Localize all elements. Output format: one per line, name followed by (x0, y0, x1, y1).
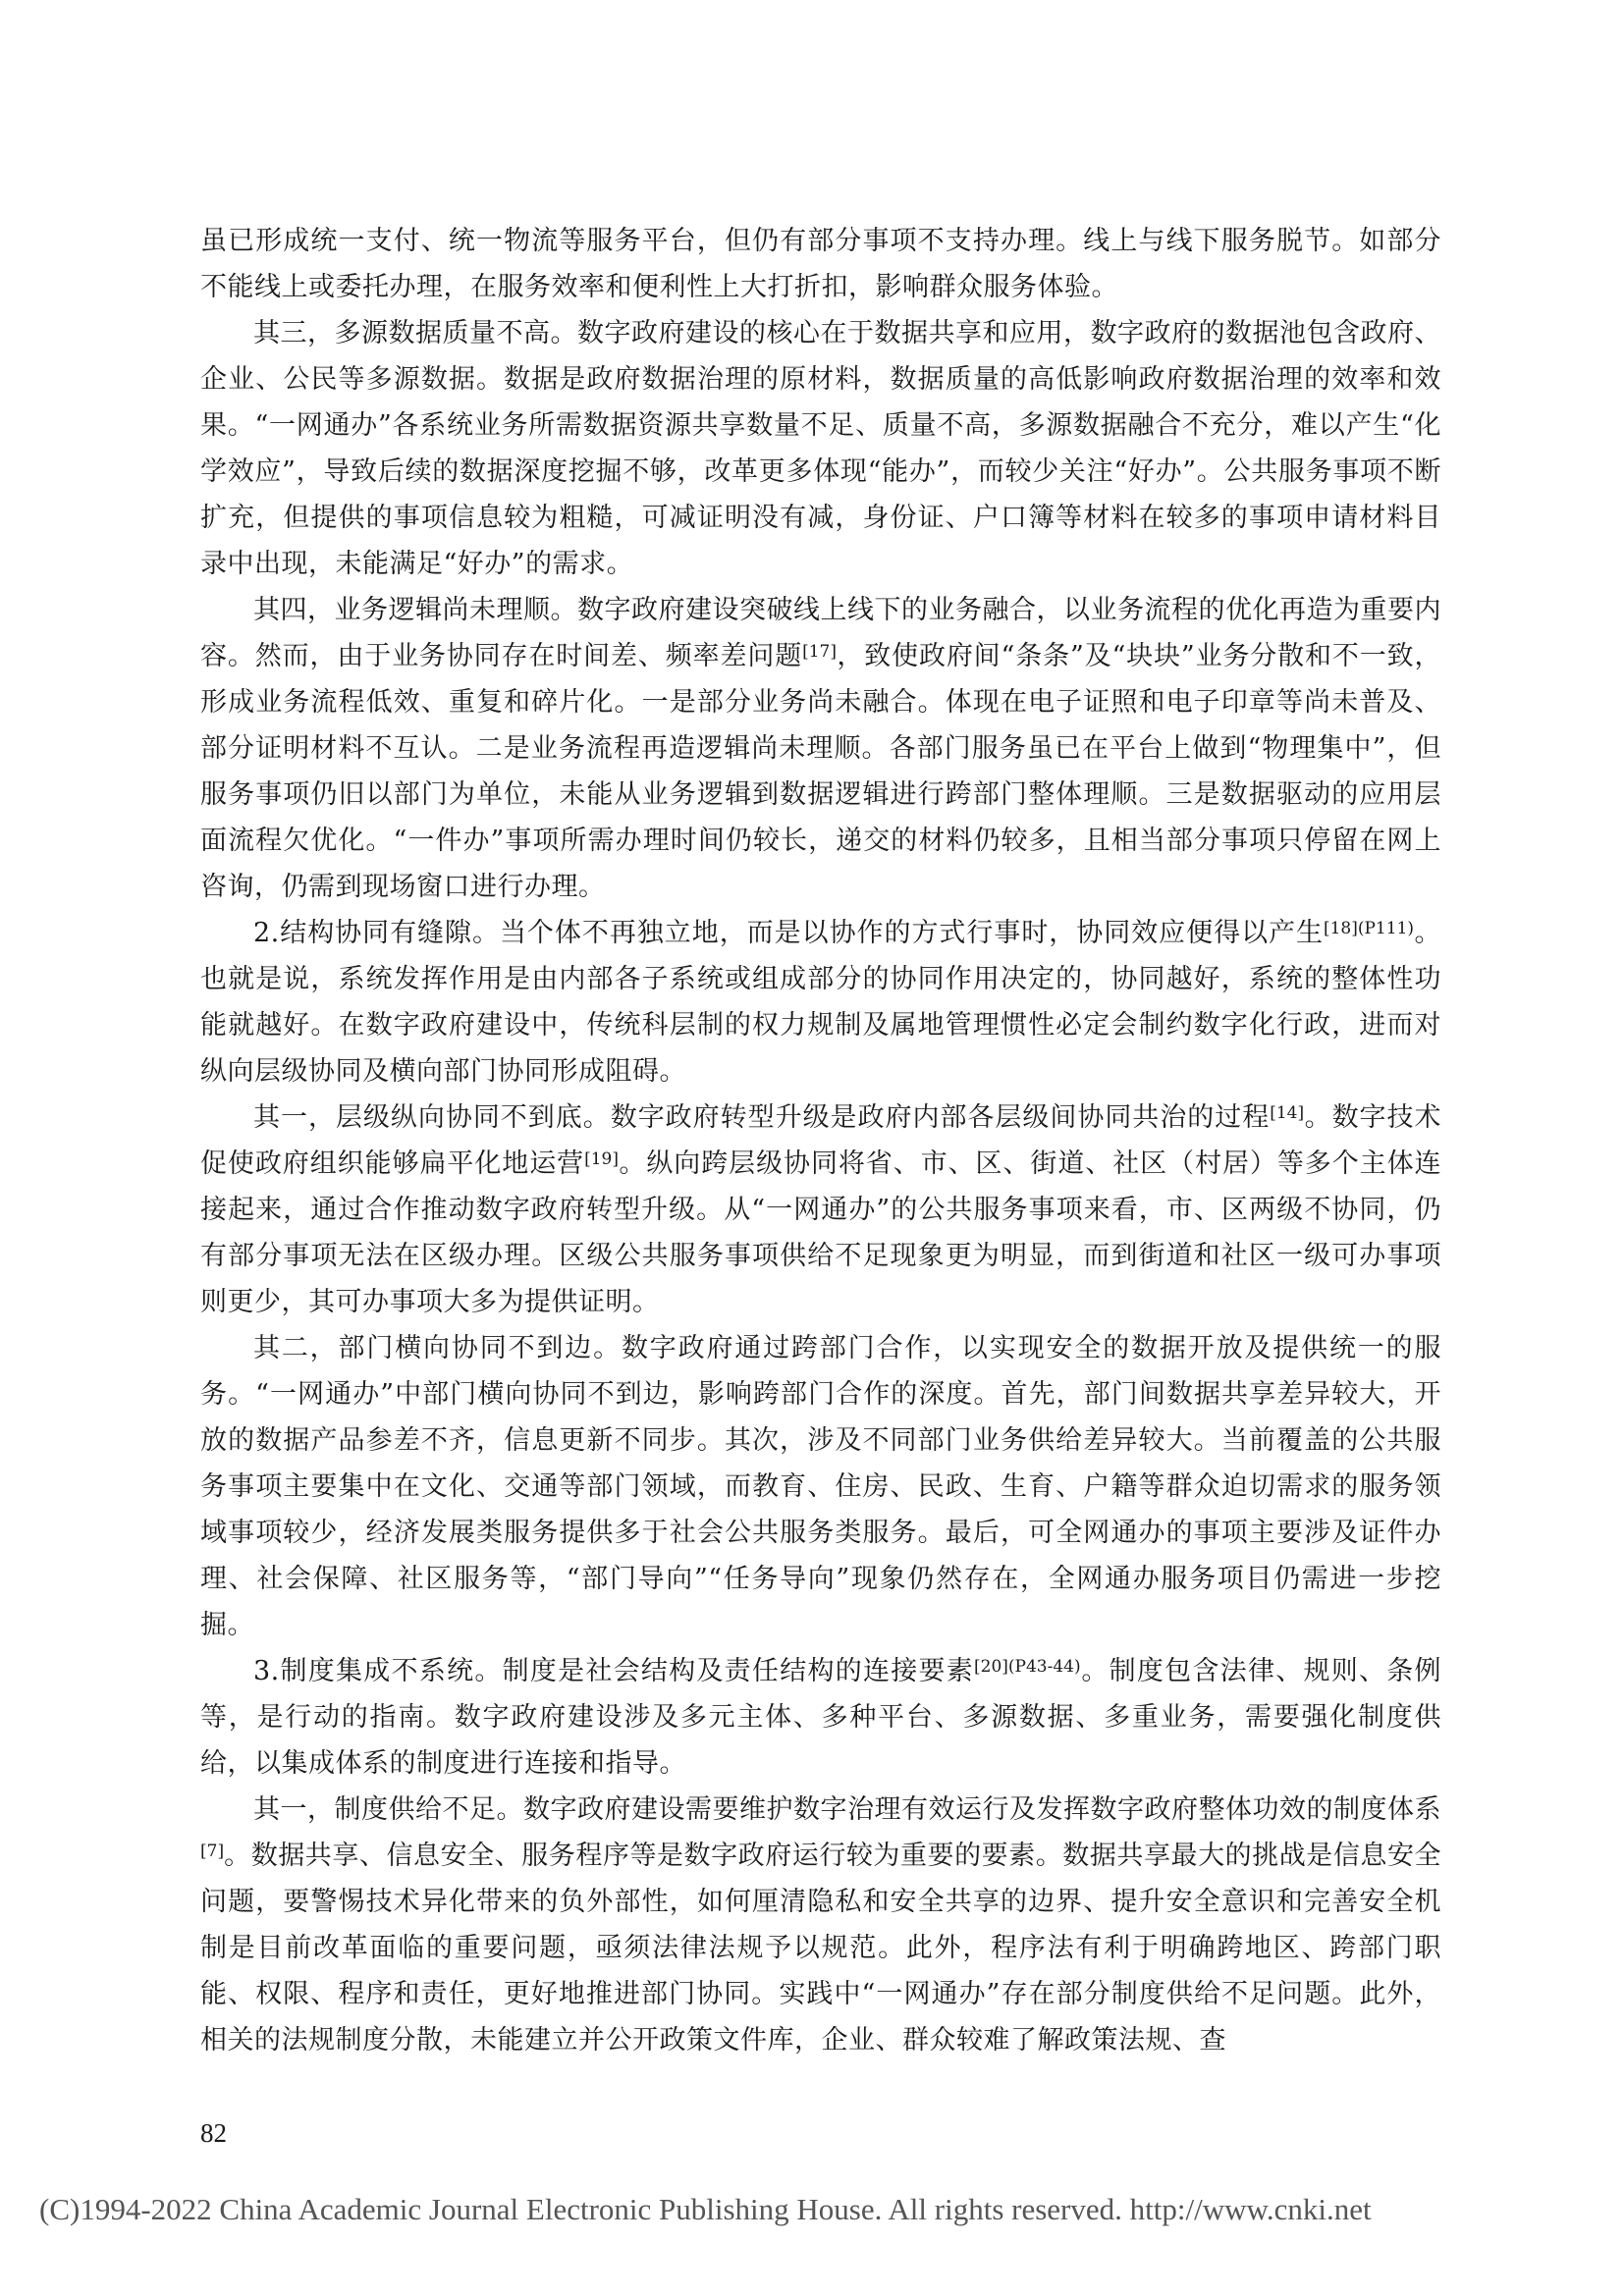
paragraph-text: 。数字技术促使政府组织能够扁平化地运营 (200, 1102, 1442, 1179)
paragraph-text: 其一，制度供给不足。数字政府建设需要维护数字治理有效运行及发挥数字政府整体功效的制度体系 (253, 1794, 1441, 1825)
citation-mark: [20](P43-44) (974, 1657, 1081, 1677)
paragraph (200, 910, 1441, 1095)
citation-mark: [7] (200, 1842, 225, 1861)
paragraph (200, 1648, 1441, 1787)
paragraph-text: 。数据共享、信息安全、服务程序等是数字政府运行较为重要的要素。数据共享最大的挑战是信息安全问题，要警惕技术异化带来的负外部性，如何厘清隐私和安全共享的边界、提升安全意识和完善安全机制是目前改革面临的重要问题，亟须法律法规予以规范。此外，程序法有利于明确跨地区、跨部门职能、权限、程序和责任，更好地推进部门协同。实践中“一网通办”存在部分制度供给不足问题。此外，相关的法规制度分散，未能建立并公开政策文件库，企业、群众较难了解政策法规、查 (200, 1841, 1441, 2056)
paragraph (200, 1787, 1441, 2063)
copyright-notice: (C)1994-2022 China Academic Journal Electronic Publishing House. All rights reserved. http://www.cnki.net (39, 2192, 1372, 2226)
citation-mark: [18](P111) (1323, 919, 1415, 938)
paragraph-text: 2.结构协同有缝隙。当个体不再独立地，而是以协作的方式行事时，协同效应便得以产生 (253, 918, 1324, 948)
paragraph-text: 其二，部门横向协同不到边。数字政府通过跨部门合作，以实现安全的数据开放及提供统一的服务。“一网通办”中部门横向协同不到边，影响跨部门合作的深度。首先，部门间数据共享差异较大，开放的数据产品参差不齐，信息更新不同步。其次，涉及不同部门业务供给差异较大。当前覆盖的公共服务事项主要集中在文化、交通等部门领域，而教育、住房、民政、生育、户籍等群众迫切需求的服务领域事项较少，经济发展类服务提供多于社会公共服务类服务。最后，可全网通办的事项主要涉及证件办理、社会保障、社区服务等，“部门导向”“任务导向”现象仍然存在，全网通办服务项目仍需进一步挖掘。 (200, 1333, 1441, 1640)
paragraph (200, 1325, 1441, 1648)
citation-mark: [14] (1270, 1103, 1305, 1123)
paragraph-text: 。制度包含法律、规则、条例等，是行动的指南。数字政府建设涉及多元主体、多种平台、多源数据、多重业务，需要强化制度供给，以集成体系的制度进行连接和指导。 (200, 1656, 1441, 1779)
paragraph-text: 虽已形成统一支付、统一物流等服务平台，但仍有部分事项不支持办理。线上与线下服务脱节。如部分不能线上或委托办理，在服务效率和便利性上大打折扣，影响群众服务体验。 (200, 226, 1441, 302)
citation-mark: [17] (802, 642, 837, 662)
paragraph-text: 。也就是说，系统发挥作用是由内部各子系统或组成部分的协同作用决定的，协同越好，系统的整体性功能就越好。在数字政府建设中，传统科层制的权力规制及属地管理惯性必定会制约数字化行政，进而对纵向层级协同及横向部门协同形成阻碍。 (200, 918, 1441, 1087)
page-number: 82 (200, 2118, 227, 2148)
paragraph-text: 其四，业务逻辑尚未理顺。数字政府建设突破线上线下的业务融合，以业务流程的优化再造为重要内容。然而，由于业务协同存在时间差、频率差问题 (200, 595, 1441, 671)
paragraph-text: 其一，层级纵向协同不到底。数字政府转型升级是政府内部各层级间协同共治的过程 (253, 1102, 1271, 1133)
article-body (200, 218, 1441, 2063)
paragraph (200, 310, 1441, 587)
paragraph (200, 1095, 1441, 1325)
paragraph-text: 。纵向跨层级协同将省、市、区、街道、社区（村居）等多个主体连接起来，通过合作推动数字政府转型升级。从“一网通办”的公共服务事项来看，市、区两级不协同，仍有部分事项无法在区级办理。区级公共服务事项供给不足现象更为明显，而到街道和社区一级可办事项则更少，其可办事项大多为提供证明。 (200, 1148, 1442, 1317)
paragraph-text: 其三，多源数据质量不高。数字政府建设的核心在于数据共享和应用，数字政府的数据池包含政府、企业、公民等多源数据。数据是政府数据治理的原材料，数据质量的高低影响政府数据治理的效率和效果。“一网通办”各系统业务所需数据资源共享数量不足、质量不高，多源数据融合不充分，难以产生“化学效应”，导致后续的数据深度挖掘不够，改革更多体现“能办”，而较少关注“好办”。公共服务事项不断扩充，但提供的事项信息较为粗糙，可减证明没有减，身份证、户口簿等材料在较多的事项申请材料目录中出现，未能满足“好办”的需求。 (200, 318, 1441, 579)
paragraph (200, 587, 1441, 910)
paragraph-text: ，致使政府间“条条”及“块块”业务分散和不一致，形成业务流程低效、重复和碎片化。一是部分业务尚未融合。体现在电子证照和电子印章等尚未普及、部分证明材料不互认。二是业务流程再造逻辑尚未理顺。各部门服务虽已在平台上做到“物理集中”，但服务事项仍旧以部门为单位，未能从业务逻辑到数据逻辑进行跨部门整体理顺。三是数据驱动的应用层面流程欠优化。“一件办”事项所需办理时间仍较长，递交的材料仍较多，且相当部分事项只停留在网上咨询，仍需到现场窗口进行办理。 (200, 641, 1442, 902)
paragraph-text: 3.制度集成不系统。制度是社会结构及责任结构的连接要素 (253, 1656, 975, 1686)
paragraph (200, 218, 1441, 310)
citation-mark: [19] (584, 1149, 619, 1169)
